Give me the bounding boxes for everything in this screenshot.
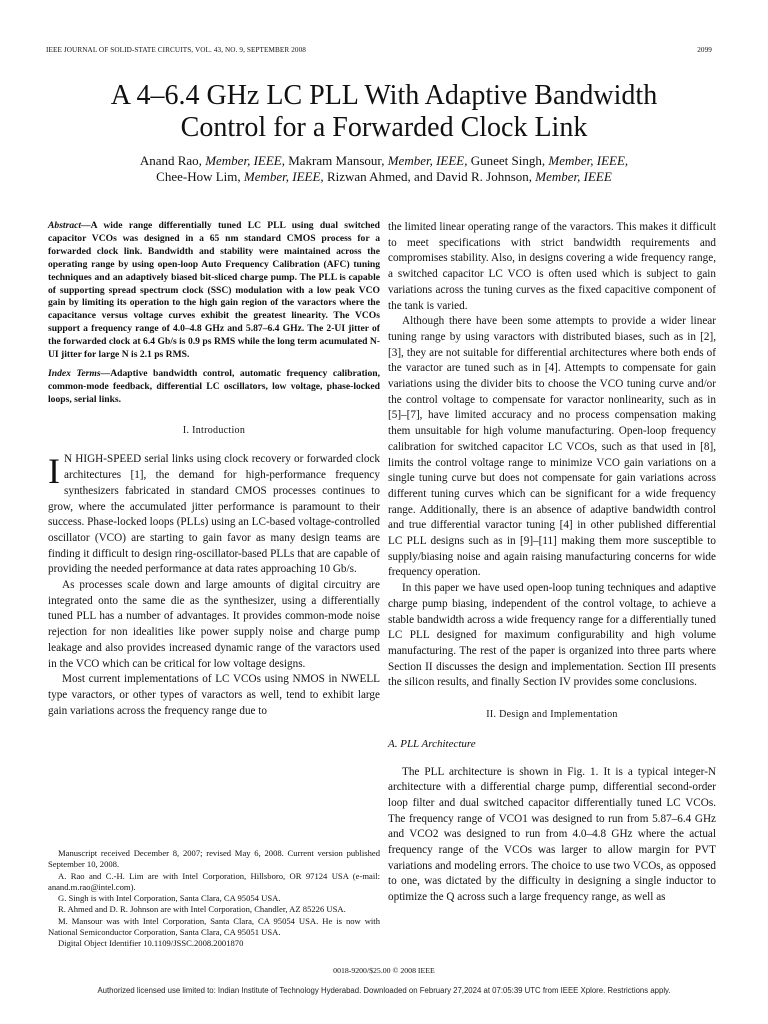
author-role: Member, IEEE, — [387, 153, 468, 168]
author-role: Member, IEEE, — [548, 153, 629, 168]
copyright-line: 0018-9200/$25.00 © 2008 IEEE — [333, 966, 435, 975]
author-line-1 — [40, 153, 728, 169]
intro-paragraph-2: As processes scale down and large amounts of digital circuitry are integrated onto the same die as the synthesizer, using a differentially tuned PLL has a number of advantages. It provides common-mode noise rejection for non idealities like power supply noise and charge pump leakage and also provides increased dynamic range of the varactors used in the VCO which can be critical for low voltage designs. — [48, 579, 380, 670]
abstract-text: A wide range differentially tuned LC PLL using dual switched capacitor VCOs was designed in a 65 nm standard CMOS process for a forwarded clock link. Bandwidth and stability were maintained across the operating range by using open-loop Auto Frequency Calibration (AFC) tuning techniques and an adaptively biased bit-sliced charge pump. The PLL is capable of supporting spread spectrum clock (SSC) modulation with a low peak VCO gain by limiting its operation to the high gain region of the varactors where the capacitance versus voltage curves exhibit the greatest linearity. The VCOs support a frequency range of 4.0–4.8 GHz and 5.87–6.4 GHz. The 2-UI jitter of the forwarded clock at 6.4 Gb/s is 0.9 ps RMS while the long term acumulated N-UI jitter for large N is 2.1 ps RMS. — [48, 220, 380, 361]
intro-paragraph-1 — [48, 452, 380, 578]
drop-cap: I — [48, 451, 60, 492]
subsection-heading-pll-architecture: A. PLL Architecture — [388, 737, 476, 750]
author-role: Member, IEEE — [535, 169, 612, 184]
footnotes — [48, 848, 380, 950]
section-heading-introduction: I. Introduction — [182, 424, 246, 436]
abstract — [48, 220, 380, 362]
footnote: M. Mansour was with Intel Corporation, Santa Clara, CA 95054 USA. He is now with National Semiconductor Corporation, Santa Clara, CA 95051 USA. — [48, 915, 380, 938]
author-list — [40, 153, 728, 185]
author-role: Member, IEEE, — [243, 169, 324, 184]
author-name: Chee-How Lim, — [156, 169, 241, 184]
author-name: Guneet Singh, — [470, 153, 546, 168]
author-role: Member, IEEE, — [205, 153, 285, 168]
footnote: G. Singh is with Intel Corporation, Santa Clara, CA 95054 USA. — [58, 893, 281, 904]
right-paragraph-2: Although there have been some attempts to provide a wider linear tuning range by using varactors with distributed biases, such as in [2], [3], they are not suitable for differential architectures where both ends of the varactor are tuned such as in [4]. Attempts to compensate for gain variations using the divider bits to choose the VCO tuning curve and/or the control voltage to compensate for varactor nonlinearity, such as in [5]–[7], have limited accuracy and no process compensation making them unsuitable for high volume manufacturing. Open-loop frequency calibration for switched capacitor LC VCOs, such as that used in [8], limits the control voltage range to minimize VCO gain variations on a single tuning curve but does not compensate for gain variations across different tuning curves which can be significant for a wide frequency range. Additionally, there is an absence of adaptive bandwidth control and true differential varactor tuning [4] in other published differential LC PLL designs such as in [9]–[11] making them more susceptible to supply/biasing noise and again raising manufacturing concerns for wide frequency operation. — [388, 315, 716, 579]
paper-title — [30, 80, 738, 144]
section-heading-design: II. Design and Implementation — [486, 709, 618, 721]
title-line-1: A 4–6.4 GHz LC PLL With Adaptive Bandwidth — [110, 80, 658, 111]
license-notice: Authorized licensed use limited to: Indian Institute of Technology Hyderabad. Downloaded on February 27,2024 at 07:05:39 UTC from IEEE Xplore. Restrictions apply. — [97, 986, 671, 995]
index-terms-text: Adaptive bandwidth control, automatic frequency calibration, common-mode feedback, differential LC oscillators, low voltage, phase-locked loops, serial links. — [48, 367, 380, 405]
right-paragraph-3: In this paper we have used open-loop tuning techniques and adaptive charge pump biasing, independent of the control voltage, to achieve a stable bandwidth across a wide frequency range for a differentially tuned LC PLL designed for maximum configurability and high volume manufacturing. The rest of the paper is organized into three parts where Section II discusses the design and implementation. Section III presents the silicon results, and finally Section IV provides some conclusions. — [388, 582, 716, 689]
index-terms — [48, 368, 380, 407]
author-name: Makram Mansour, — [288, 153, 385, 168]
footnote: Manuscript received December 8, 2007; revised May 6, 2008. Current version published September 10, 2008. — [48, 848, 380, 870]
author-name: Rizwan Ahmed, and David R. Johnson, — [326, 169, 533, 184]
footnote: A. Rao and C.-H. Lim are with Intel Corporation, Hillsboro, OR 97124 USA (e-mail: anand.m.rao@intel.com). — [48, 870, 380, 892]
page-number: 2099 — [697, 46, 712, 54]
title-line-2: Control for a Forwarded Clock Link — [180, 112, 588, 143]
author-name: Anand Rao, — [139, 153, 202, 168]
footnote: R. Ahmed and D. R. Johnson are with Intel Corporation, Chandler, AZ 85226 USA. — [58, 904, 346, 915]
intro-paragraph-3: Most current implementations of LC VCOs using NMOS in NWELL type varactors, or other types of varactors as well, tend to exhibit large gain variations across the frequency range due to — [48, 673, 380, 717]
right-paragraph-4: The PLL architecture is shown in Fig. 1. It is a typical integer-N architecture with a differential charge pump, differential second-order loop filter and dual switched capacitor differentially tuned LC VCOs. The frequency range of VCO1 was designed to run from 5.87–6.4 GHz and VCO2 was designed to run from 4.0–4.8 GHz where the actual frequency range of the VCOs was larger to allow margin for PVT variations and modeling errors. The choice to use two VCOs, as opposed to one, was dictated by the difficulty in designing a single inductor to optimize the Q across such a large frequency range, as well as — [388, 765, 716, 904]
footnote: Digital Object Identifier 10.1109/JSSC.2008.2001870 — [58, 938, 244, 949]
left-column — [48, 220, 380, 719]
right-paragraph-1: the limited linear operating range of the varactors. This makes it difficult to meet specifications with strict bandwidth requirements and compromises stability. Also, in designs covering a wide frequency range, a switched capacitor LC VCO is often used which is subject to gain variations across the tuning curves as the fixed capacitive component of the tank is varied. — [388, 221, 716, 312]
index-terms-label: Index Terms— — [48, 367, 111, 379]
journal-name: IEEE JOURNAL OF SOLID-STATE CIRCUITS, VOL. 43, NO. 9, SEPTEMBER 2008 — [46, 46, 306, 54]
abstract-label: Abstract— — [48, 220, 91, 231]
author-line-2 — [40, 169, 728, 185]
running-header — [46, 46, 712, 60]
intro-text-1: N HIGH-SPEED serial links using clock recovery or forwarded clock architectures [1], the demand for high-performance frequency synthesizers fabricated in standard CMOS processes continues to grow, where the accumulated jitter performance is paramount to their success. Phase-locked loops (PLLs) using an LC-based voltage-controlled oscillator (VCO) are starting to gain favor as many design teams are finding it difficult to design ring-oscillator-based PLLs that are capable of providing the needed performance at data rates approaching 10 Gb/s. — [48, 453, 380, 576]
right-column — [388, 220, 716, 906]
